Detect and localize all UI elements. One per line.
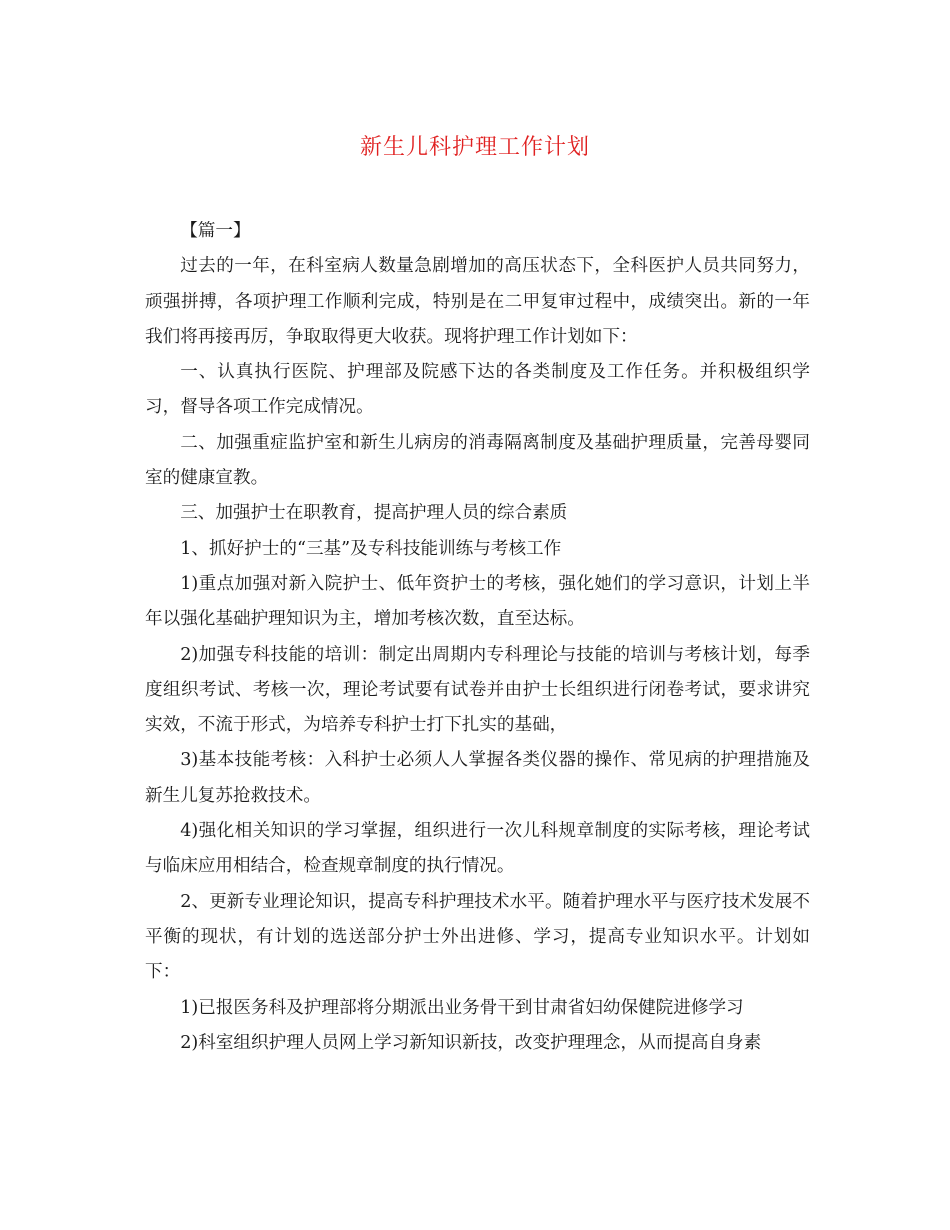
paragraph: 一、认真执行医院、护理部及院感下达的各类制度及工作任务。并积极组织学习，督导各项工作完成情况。: [145, 362, 810, 418]
paragraph: 2、更新专业理论知识，提高专科护理技术水平。随着护理水平与医疗技术发展不平衡的现状，有计划的选送部分护士外出进修、学习，提高专业知识水平。计划如下：: [145, 891, 810, 983]
paragraph: 1)重点加强对新入院护士、低年资护士的考核，强化她们的学习意识，计划上半年以强化基础护理知识为主，增加考核次数，直至达标。: [145, 573, 810, 630]
document-title: 新生儿科护理工作计划: [359, 135, 590, 160]
document-body: [145, 214, 810, 1061]
paragraph: 4)强化相关知识的学习掌握，组织进行一次儿科规章制度的实际考核，理论考试与临床应用相结合，检查规章制度的执行情况。: [145, 821, 810, 877]
paragraph: 过去的一年，在科室病人数量急剧增加的高压状态下，全科医护人员共同努力，顽强拼搏，各项护理工作顺利完成，特别是在二甲复审过程中，成绩突出。新的一年我们将再接再厉，争取取得更大收获。现将护理工作计划如下：: [145, 256, 810, 347]
paragraph: 2)科室组织护理人员网上学习新知识新技，改变护理理念，从而提高自身素: [180, 1032, 762, 1053]
paragraph: 2)加强专科技能的培训：制定出周期内专科理论与技能的培训与考核计划，每季度组织考试、考核一次，理论考试要有试卷并由护士长组织进行闭卷考试，要求讲究实效，不流于形式，为培养专科护士打下扎实的基础，: [145, 644, 810, 736]
paragraph: 二、加强重症监护室和新生儿病房的消毒隔离制度及基础护理质量，完善母婴同室的健康宣教。: [145, 432, 810, 489]
paragraph: 三、加强护士在职教育，提高护理人员的综合素质: [180, 503, 568, 524]
paragraph: 1)已报医务科及护理部将分期派出业务骨干到甘肃省妇幼保健院进修学习: [180, 997, 744, 1018]
paragraph: 3)基本技能考核：入科护士必须人人掌握各类仪器的操作、常见病的护理措施及新生儿复苏抢救技术。: [145, 750, 810, 806]
section-heading: 【篇一】: [180, 221, 251, 241]
paragraph: 1、抓好护士的“三基”及专科技能训练与考核工作: [180, 538, 562, 559]
